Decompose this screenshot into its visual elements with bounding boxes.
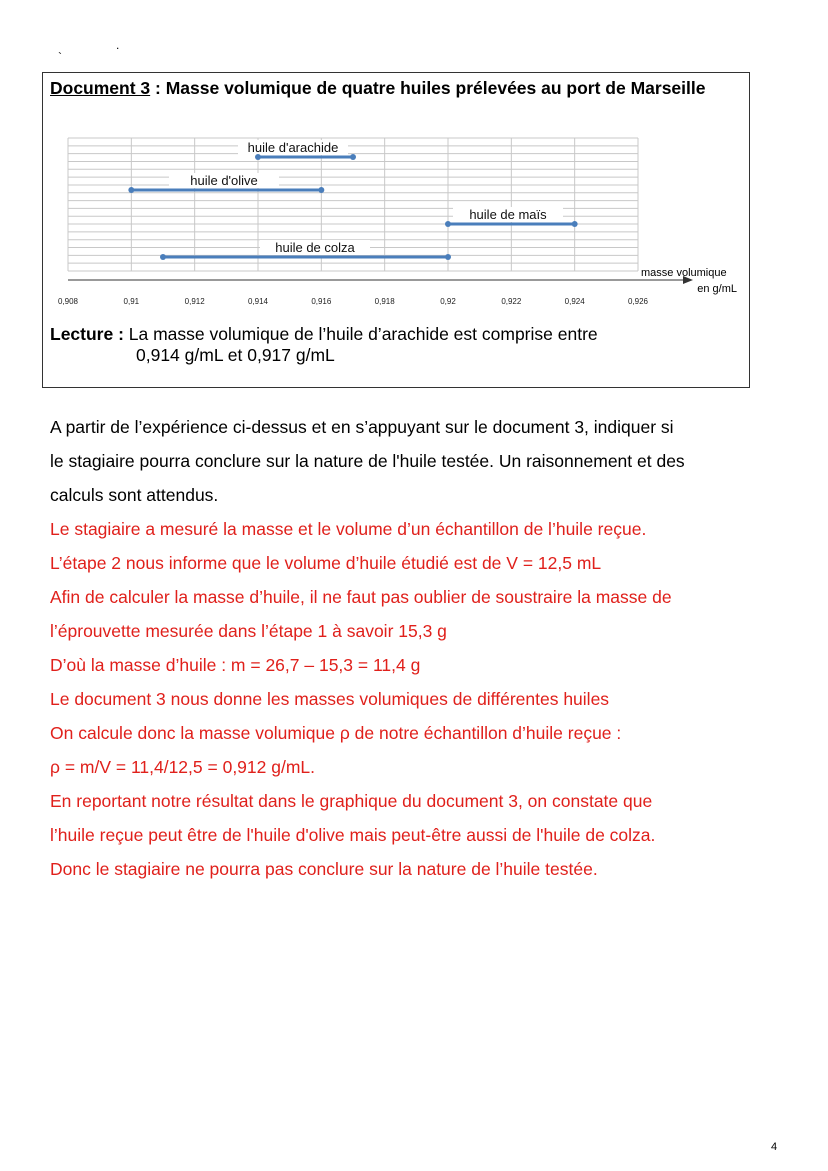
stray-mark: ` xyxy=(58,50,62,64)
lecture-line-2: 0,914 g/mL et 0,917 g/mL xyxy=(136,345,335,365)
range-endpoint-max xyxy=(318,187,324,193)
page-number: 4 xyxy=(771,1141,778,1153)
chart-axis xyxy=(68,276,693,284)
series-label: huile d'olive xyxy=(190,173,258,188)
x-tick-label: 0,926 xyxy=(627,297,649,306)
answer-line: l’éprouvette mesurée dans l’étape 1 à savoir 15,3 g xyxy=(50,621,447,641)
range-endpoint-min xyxy=(128,187,134,193)
x-tick-label: 0,922 xyxy=(501,297,522,306)
answer-line: Afin de calculer la masse d’huile, il ne faut pas oublier de soustraire la masse de xyxy=(50,587,672,607)
answer-line: En reportant notre résultat dans le graphique du document 3, on constate que xyxy=(50,791,653,811)
answer-line: Donc le stagiaire ne pourra pas conclure sur la nature de l’huile testée. xyxy=(50,859,598,879)
range-endpoint-max xyxy=(572,221,578,227)
x-axis-unit: en g/mL xyxy=(697,283,737,295)
answer-line: On calcule donc la masse volumique ρ de notre échantillon d’huile reçue : xyxy=(50,723,622,743)
stray-mark: . xyxy=(116,38,120,52)
lecture-note xyxy=(50,324,740,366)
x-tick-label: 0,916 xyxy=(311,297,332,306)
lecture-label: Lecture : xyxy=(50,324,124,344)
series-label: huile de colza xyxy=(275,240,355,255)
x-tick-label: 0,924 xyxy=(564,297,585,306)
range-endpoint-max xyxy=(350,154,356,160)
x-tick-label: 0,92 xyxy=(440,297,456,306)
range-endpoint-min xyxy=(160,254,166,260)
body-text xyxy=(50,410,780,886)
x-tick-label: 0,91 xyxy=(123,297,140,306)
answer-line: D’où la masse d’huile : m = 26,7 – 15,3 = 11,4 g xyxy=(50,655,421,675)
range-endpoint-max xyxy=(445,254,451,260)
density-range-chart xyxy=(43,73,751,323)
question-line: calculs sont attendus. xyxy=(50,485,219,505)
x-tick-label: 0,908 xyxy=(57,297,79,306)
answer-line: l’huile reçue peut être de l'huile d'olive mais peut-être aussi de l'huile de colza. xyxy=(50,825,656,845)
document-label: Document 3 xyxy=(50,78,151,98)
lecture-line-1: La masse volumique de l’huile d’arachide est comprise entre xyxy=(123,324,598,344)
answer-line: L’étape 2 nous informe que le volume d’huile étudié est de V = 12,5 mL xyxy=(50,553,602,573)
x-axis-label: masse volumique xyxy=(641,267,727,279)
document-3-box xyxy=(42,72,750,388)
answer-line: Le document 3 nous donne les masses volumiques de différentes huiles xyxy=(50,689,610,709)
range-endpoint-min xyxy=(445,221,451,227)
series-label: huile de maïs xyxy=(469,207,547,222)
document-title-text: : Masse volumique de quatre huiles prélevées au port de Marseille xyxy=(150,78,706,98)
x-tick-label: 0,912 xyxy=(184,297,205,306)
question-line: le stagiaire pourra conclure sur la nature de l'huile testée. Un raisonnement et des xyxy=(50,451,685,471)
chart-x-ticks xyxy=(58,297,649,306)
question-line: A partir de l’expérience ci-dessus et en s’appuyant sur le document 3, indiquer si xyxy=(50,417,674,437)
x-tick-label: 0,914 xyxy=(247,297,269,306)
answer-line: ρ = m/V = 11,4/12,5 = 0,912 g/mL. xyxy=(50,757,316,777)
chart-bars xyxy=(128,140,577,260)
x-tick-label: 0,918 xyxy=(374,297,395,306)
series-label: huile d'arachide xyxy=(247,140,339,155)
answer-line: Le stagiaire a mesuré la masse et le volume d’un échantillon de l’huile reçue. xyxy=(50,519,647,539)
